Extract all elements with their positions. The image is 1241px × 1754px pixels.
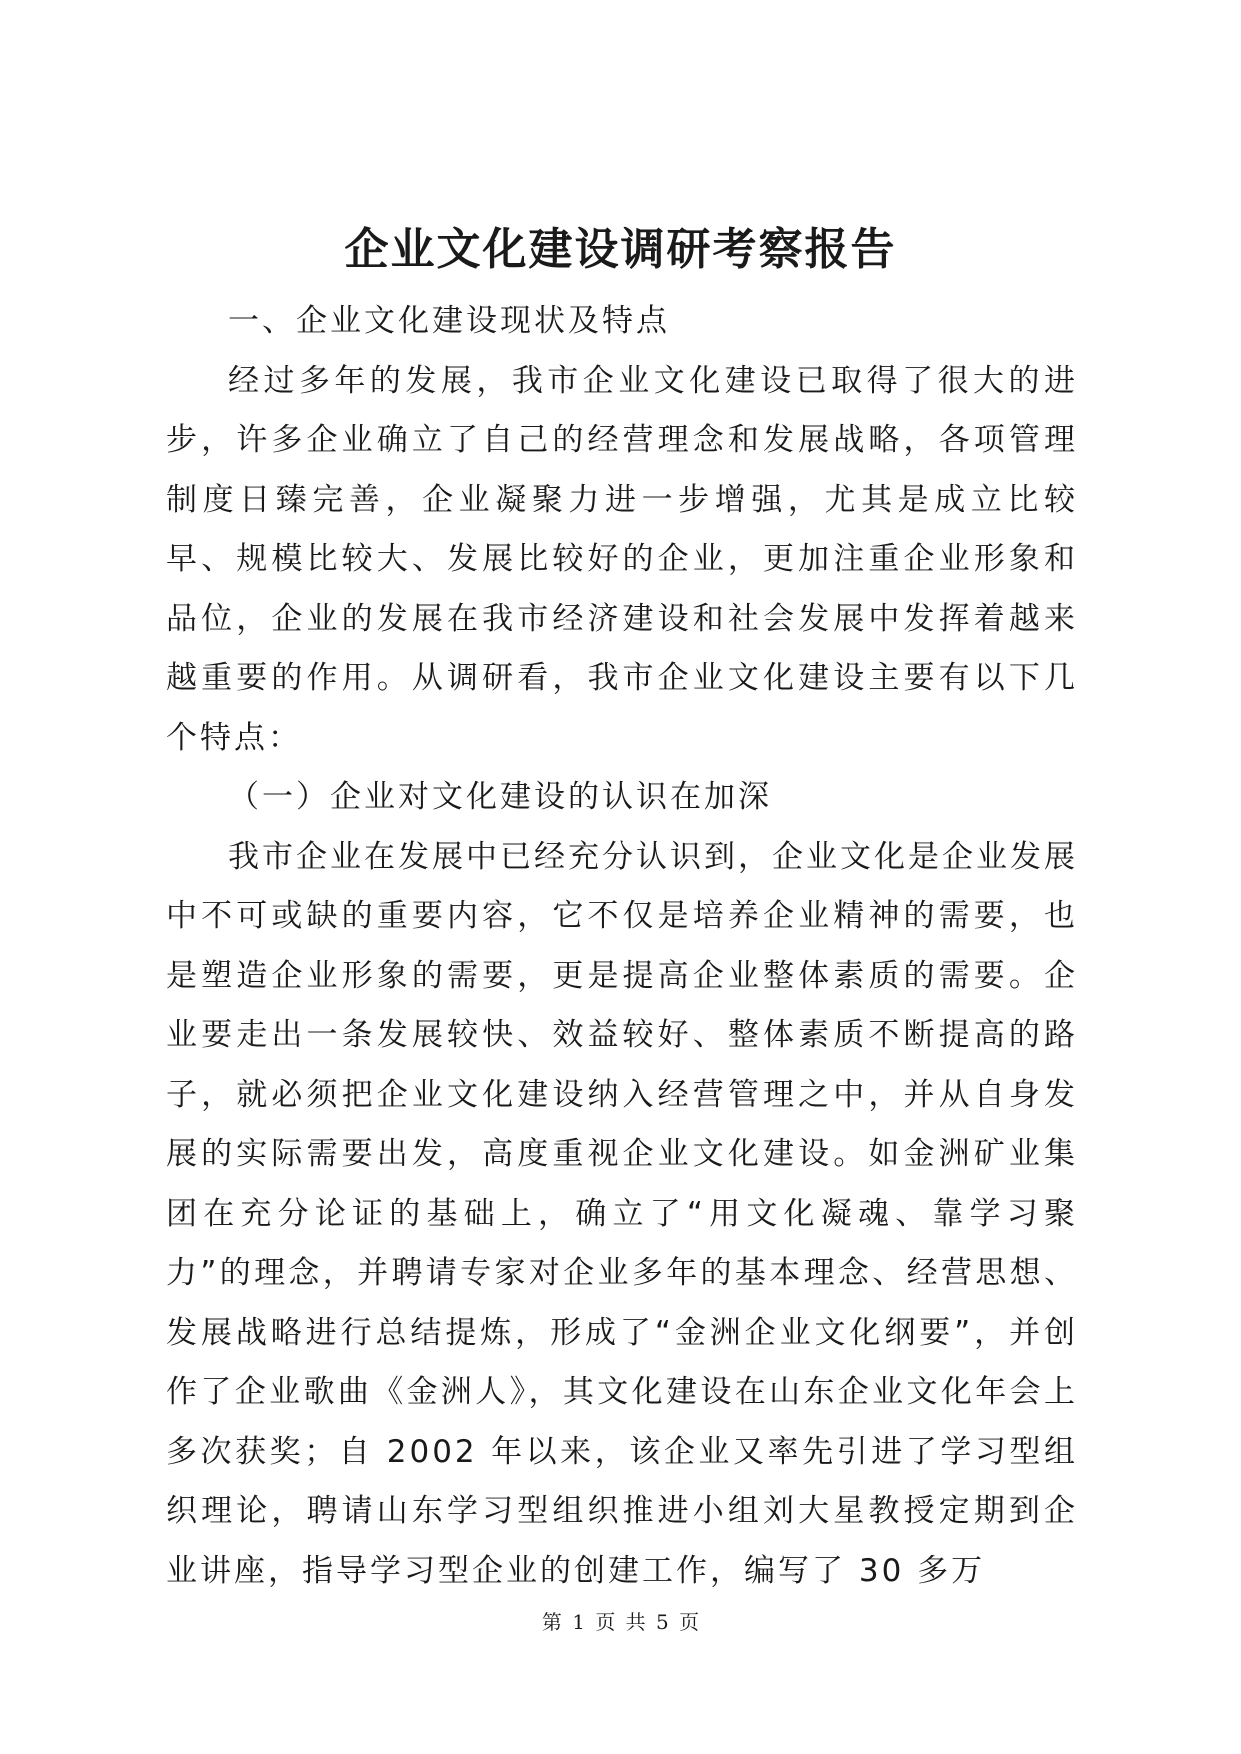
document-title: 企业文化建设调研考察报告 — [344, 224, 897, 275]
body-paragraph: 我市企业在发展中已经充分认识到，企业文化是企业发展中不可或缺的重要内容，它不仅是培养企业精神的需要，也是塑造企业形象的需要，更是提高企业整体素质的需要。企业要走出一条发展较快、效益较好、整体素质不断提高的路子，就必须把企业文化建设纳入经营管理之中，并从自身发展的实际需要出发，高度重视企业文化建设。如金洲矿业集团在充分论证的基础上，确立了“用文化凝魂、靠学习聚力”的理念，并聘请专家对企业多年的基本理念、经营思想、发展战略进行总结提炼，形成了“金洲企业文化纲要”，并创作了企业歌曲《金洲人》，其文化建设在山东企业文化年会上多次获奖；自 2002 年以来，该企业又率先引进了学习型组织理论，聘请山东学习型组织推进小组刘大星教授定期到企业讲座，指导学习型企业的创建工作，编写了 30 多万 — [166, 838, 1078, 1589]
page-footer: 第 1 页 共 5 页 — [541, 1610, 700, 1634]
document-body — [166, 292, 1078, 1601]
section-heading: 一、企业文化建设现状及特点 — [228, 303, 670, 339]
body-paragraph: 经过多年的发展，我市企业文化建设已取得了很大的进步，许多企业确立了自己的经营理念和发展战略，各项管理制度日臻完善，企业凝聚力进一步增强，尤其是成立比较早、规模比较大、发展比较好的企业，更加注重企业形象和品位，企业的发展在我市经济建设和社会发展中发挥着越来越重要的作用。从调研看，我市企业文化建设主要有以下几个特点： — [166, 362, 1078, 756]
subsection-heading: （一）企业对文化建设的认识在加深 — [228, 779, 772, 815]
